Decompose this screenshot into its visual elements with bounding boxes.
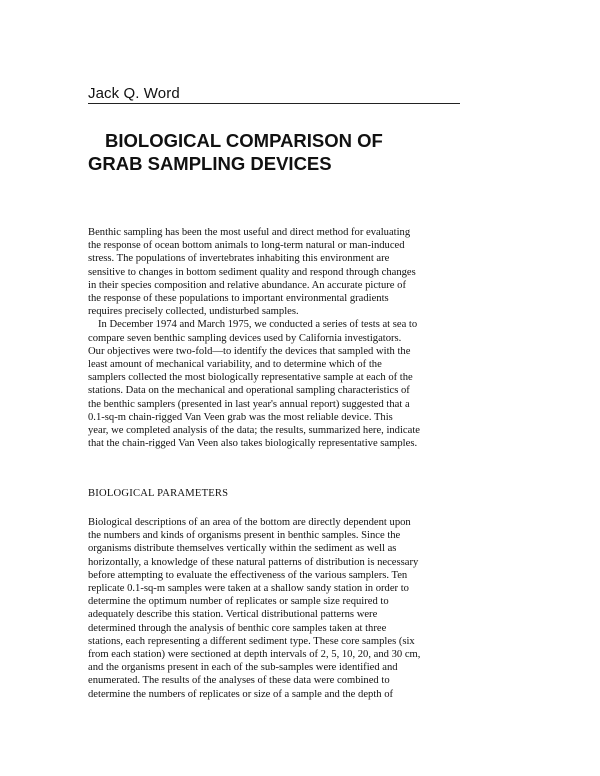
text-line: replicate 0.1-sq-m samples were taken at a shallow sandy station in order to <box>88 583 409 595</box>
text-line: least amount of mechanical variability, and to determine which of the <box>88 359 382 371</box>
text-line: from each station) were sectioned at depth intervals of 2, 5, 10, 20, and 30 cm, <box>88 649 421 661</box>
text-line: determined through the analysis of benthic core samples taken at three <box>88 622 387 634</box>
text-line: 0.1-sq-m chain-rigged Van Veen grab was the most reliable device. This <box>88 411 393 423</box>
text-line: year, we completed analysis of the data; the results, summarized here, indicate <box>88 425 420 437</box>
section-heading: BIOLOGICAL PARAMETERS <box>88 488 229 499</box>
section-text <box>88 516 518 701</box>
intro-text <box>88 226 518 450</box>
text-line: sensitive to changes in bottom sediment quality and respond through changes <box>88 266 416 278</box>
text-line: that the chain-rigged Van Veen also takes biologically representative samples. <box>88 438 418 450</box>
text-line: stations. Data on the mechanical and operational sampling characteristics of <box>88 385 410 397</box>
text-line: in their species composition and relative abundance. An accurate picture of <box>88 279 406 291</box>
text-line: stations, each representing a different sediment type. These core samples (six <box>88 635 415 647</box>
text-line: adequately describe this station. Vertical distributional patterns were <box>88 609 378 621</box>
title-line-2: GRAB SAMPLING DEVICES <box>88 153 332 174</box>
text-line: the benthic samplers (presented in last year's annual report) suggested that a <box>88 398 410 410</box>
section-paragraph-1 <box>88 516 518 701</box>
text-line: compare seven benthic sampling devices used by California investigators. <box>88 332 402 344</box>
title-line-1: BIOLOGICAL COMPARISON OF <box>105 130 383 151</box>
text-line: Benthic sampling has been the most useful and direct method for evaluating <box>88 227 411 238</box>
text-line: horizontally, a knowledge of these natural patterns of distribution is necessary <box>88 556 419 568</box>
text-line: organisms distribute themselves vertically within the sediment as well as <box>88 543 397 555</box>
text-line: enumerated. The results of the analyses of these data were combined to <box>88 675 390 687</box>
text-line: stress. The populations of invertebrates inhabiting this environment are <box>88 253 390 265</box>
text-line: requires precisely collected, undisturbed samples. <box>88 306 299 318</box>
intro-paragraph-2 <box>88 318 518 450</box>
intro-paragraph-1 <box>88 226 518 318</box>
text-line: Biological descriptions of an area of the bottom are directly dependent upon <box>88 517 411 528</box>
author-name: Jack Q. Word <box>88 85 180 102</box>
text-line: determine the optimum number of replicates or sample size required to <box>88 596 389 608</box>
article-title <box>88 129 508 175</box>
author-divider <box>88 103 460 104</box>
text-line: the numbers and kinds of organisms present in benthic samples. Since the <box>88 530 401 542</box>
text-line: before attempting to evaluate the effectiveness of the various samplers. Ten <box>88 569 408 581</box>
text-line: and the organisms present in each of the sub-samples were identified and <box>88 662 398 674</box>
text-line: the response of these populations to important environmental gradients <box>88 293 389 305</box>
text-line: the response of ocean bottom animals to long-term natural or man-induced <box>88 240 405 252</box>
text-line: samplers collected the most biologically representative sample at each of the <box>88 372 413 384</box>
text-line: Our objectives were two-fold—to identify the devices that sampled with the <box>88 345 411 357</box>
text-line: determine the numbers of replicates or size of a sample and the depth of <box>88 688 394 700</box>
text-line: In December 1974 and March 1975, we conducted a series of tests at sea to <box>98 319 418 331</box>
